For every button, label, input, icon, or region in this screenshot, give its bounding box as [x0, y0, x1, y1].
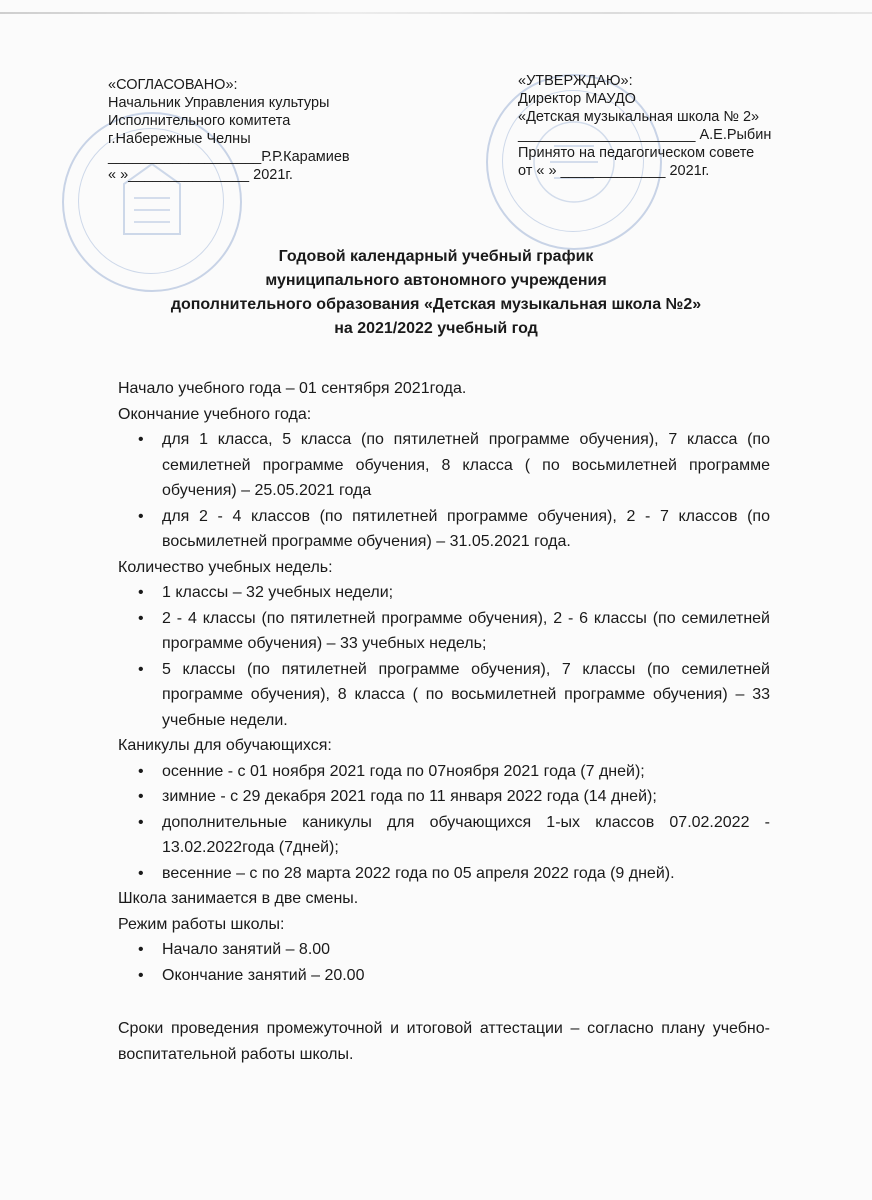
approval-left-organization: Исполнительного комитета	[108, 113, 291, 129]
list-item: • Начало занятий – 8.00	[118, 937, 770, 963]
scan-edge-line	[0, 12, 872, 14]
approval-right-date: от « » _____________ 2021г.	[518, 163, 710, 179]
approval-right-council: Принято на педагогическом совете	[518, 145, 755, 161]
list-item: • весенние – с по 28 марта 2022 года по 05 апреля 2022 года (9 дней).	[118, 861, 770, 887]
list-item: • дополнительные каникулы для обучающихся 1-ых классов 07.02.2022 - 13.02.2022года (7дней);	[118, 810, 770, 861]
approval-right-position: Директор МАУДО	[518, 91, 636, 107]
title-line: муниципального автономного учреждения	[265, 272, 607, 289]
title-line: на 2021/2022 учебный год	[334, 320, 538, 337]
list-item: • 5 классы (по пятилетней программе обучения), 7 классы (по семилетней программе обучения), 8 класса ( по восьмилетней программе обучения) – 33 учебные недели.	[118, 657, 770, 734]
weeks-list	[118, 580, 770, 733]
holidays-heading: Каникулы для обучающихся:	[118, 737, 332, 754]
title-line: дополнительного образования «Детская музыкальная школа №2»	[170, 296, 702, 313]
approval-left-date: « »_______________ 2021г.	[108, 167, 293, 183]
list-item: • для 1 класса, 5 класса (по пятилетней программе обучения), 7 класса (по семилетней программе обучения, 8 класса ( по восьмилетней программе обучения) – 25.05.2021 года	[118, 427, 770, 504]
list-item: • 2 - 4 классы (по пятилетней программе обучения), 2 - 6 классы (по семилетней программе обучения) – 33 учебных недель;	[118, 606, 770, 657]
approval-right-organization: «Детская музыкальная школа № 2»	[518, 109, 760, 125]
approval-left-city: г.Набережные Челны	[108, 131, 251, 147]
approval-left-heading: «СОГЛАСОВАНО»:	[108, 77, 238, 93]
list-item: • осенние - с 01 ноября 2021 года по 07ноября 2021 года (7 дней);	[118, 759, 770, 785]
year-start: Начало учебного года – 01 сентября 2021года.	[118, 380, 467, 397]
conclusion-paragraph: Сроки проведения промежуточной и итоговой аттестации – согласно плану учебно-воспитательной работы школы.	[118, 1020, 770, 1063]
schedule-list	[118, 937, 770, 988]
document-body	[118, 376, 770, 1067]
holidays-list	[118, 759, 770, 887]
approval-right-heading: «УТВЕРЖДАЮ»:	[518, 73, 633, 89]
approval-left-position: Начальник Управления культуры	[108, 95, 330, 111]
approval-left-signature: ___________________Р.Р.Карамиев	[108, 149, 350, 165]
list-item: • Окончание занятий – 20.00	[118, 963, 770, 989]
list-item: • для 2 - 4 классов (по пятилетней программе обучения), 2 - 7 классов (по восьмилетней программе обучения) – 31.05.2021 года.	[118, 504, 770, 555]
year-end-list	[118, 427, 770, 555]
title-line: Годовой календарный учебный график	[278, 248, 594, 265]
weeks-heading: Количество учебных недель:	[118, 558, 333, 576]
year-end-heading: Окончание учебного года:	[118, 405, 312, 423]
shifts-note: Школа занимается в две смены.	[118, 890, 359, 907]
approval-block-right	[518, 72, 771, 180]
list-item: • 1 классы – 32 учебных недели;	[118, 580, 770, 606]
approval-right-signature: ______________________ А.Е.Рыбин	[518, 127, 772, 143]
list-item: • зимние - с 29 декабря 2021 года по 11 января 2022 года (14 дней);	[118, 784, 770, 810]
document-title	[0, 245, 872, 341]
approval-block-left	[108, 76, 350, 184]
schedule-heading: Режим работы школы:	[118, 915, 285, 933]
